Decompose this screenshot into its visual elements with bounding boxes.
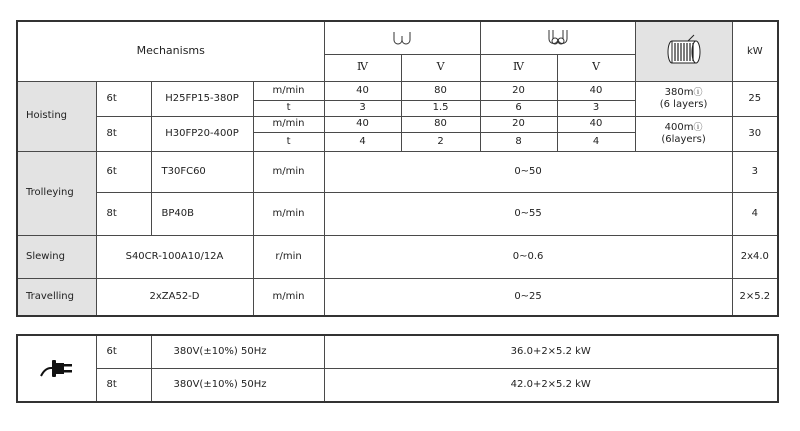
travelling-kw: 2×5.2 xyxy=(732,278,778,316)
load-value: 3 xyxy=(324,100,401,116)
power-supply-table xyxy=(16,334,779,403)
speed-value: 40 xyxy=(557,81,635,100)
power-capacity: 6t xyxy=(96,335,151,368)
speed-unit: m/min xyxy=(253,81,324,100)
travelling-speed: 0~25 xyxy=(324,278,732,316)
trolleying-model: T30FC60 xyxy=(151,151,253,192)
speed-value: 40 xyxy=(324,81,401,100)
load-value: 4 xyxy=(557,132,635,151)
kw-header: kW xyxy=(732,21,778,81)
power-plug-icon xyxy=(17,335,96,402)
load-value: 8 xyxy=(480,132,557,151)
load-value: 6 xyxy=(480,100,557,116)
power-total: 36.0+2×5.2 kW xyxy=(324,335,778,368)
hoisting-capacity: 6t xyxy=(96,81,151,116)
trolleying-speed: 0~55 xyxy=(324,192,732,235)
speed-value: 40 xyxy=(324,116,401,132)
hoisting-model: H25FP15-380P xyxy=(151,81,253,116)
gear-v-double: Ⅴ xyxy=(557,54,635,81)
load-value: 2 xyxy=(401,132,480,151)
travelling-label: Travelling xyxy=(17,278,96,316)
load-value: 1.5 xyxy=(401,100,480,116)
trolleying-speed: 0~50 xyxy=(324,151,732,192)
power-supply: 380V(±10%) 50Hz xyxy=(151,335,324,368)
rope-length: 380mⓘ (6 layers) xyxy=(635,81,732,116)
slewing-speed: 0~0.6 xyxy=(324,235,732,278)
load-value: 3 xyxy=(557,100,635,116)
hoisting-label: Hoisting xyxy=(17,81,96,151)
power-capacity: 8t xyxy=(96,368,151,402)
hoisting-capacity: 8t xyxy=(96,116,151,151)
slewing-model: S40CR-100A10/12A xyxy=(96,235,253,278)
trolleying-kw: 4 xyxy=(732,192,778,235)
trolleying-label: Trolleying xyxy=(17,151,96,235)
speed-value: 20 xyxy=(480,116,557,132)
speed-value: 40 xyxy=(557,116,635,132)
slewing-label: Slewing xyxy=(17,235,96,278)
speed-value: 80 xyxy=(401,116,480,132)
hoisting-model: H30FP20-400P xyxy=(151,116,253,151)
info-icon: ⓘ xyxy=(693,88,703,98)
speed-unit: m/min xyxy=(253,116,324,132)
slewing-kw: 2x4.0 xyxy=(732,235,778,278)
single-fall-hook-icon xyxy=(324,21,480,54)
slewing-unit: r/min xyxy=(253,235,324,278)
trolleying-capacity: 6t xyxy=(96,151,151,192)
gear-v-single: Ⅴ xyxy=(401,54,480,81)
speed-value: 20 xyxy=(480,81,557,100)
gear-iv-double: Ⅳ xyxy=(480,54,557,81)
mechanisms-header: Mechanisms xyxy=(17,21,324,81)
travelling-model: 2xZA52-D xyxy=(96,278,253,316)
trolleying-model: BP40B xyxy=(151,192,253,235)
rope-length: 400mⓘ (6layers) xyxy=(635,116,732,151)
hoisting-kw: 30 xyxy=(732,116,778,151)
load-unit: t xyxy=(253,100,324,116)
trolleying-kw: 3 xyxy=(732,151,778,192)
trolleying-unit: m/min xyxy=(253,151,324,192)
info-icon: ⓘ xyxy=(693,123,703,133)
trolleying-capacity: 8t xyxy=(96,192,151,235)
power-supply: 380V(±10%) 50Hz xyxy=(151,368,324,402)
travelling-unit: m/min xyxy=(253,278,324,316)
rope-drum-icon xyxy=(635,21,732,81)
hoisting-kw: 25 xyxy=(732,81,778,116)
load-value: 4 xyxy=(324,132,401,151)
double-fall-hook-icon xyxy=(480,21,635,54)
mechanisms-table xyxy=(16,20,779,317)
gear-iv-single: Ⅳ xyxy=(324,54,401,81)
speed-value: 80 xyxy=(401,81,480,100)
load-unit: t xyxy=(253,132,324,151)
trolleying-unit: m/min xyxy=(253,192,324,235)
power-total: 42.0+2×5.2 kW xyxy=(324,368,778,402)
